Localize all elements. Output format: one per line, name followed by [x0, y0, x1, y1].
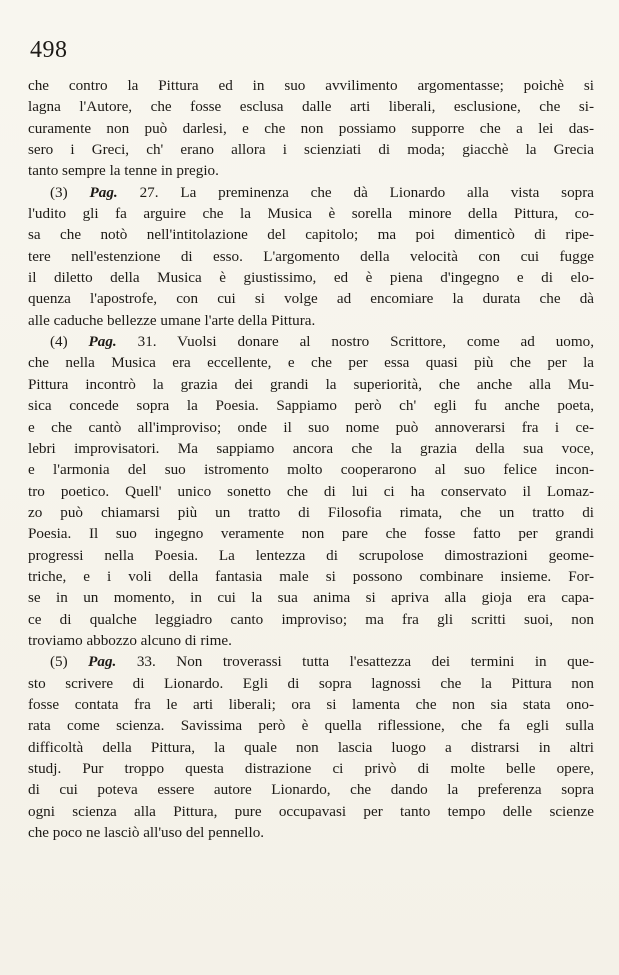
- paragraph-continued: [28, 75, 594, 182]
- text-line: lagna l'Autore, che fosse esclusa dalle arti liberali, esclusione, che si-: [28, 98, 594, 116]
- text-line: Poesia. Il suo ingegno veramente non pare che fosse fatto per grandi: [28, 525, 594, 543]
- text-line: tere nell'estenzione di esso. L'argomento della velocità con cui fugge: [28, 247, 594, 265]
- note-reference: (5): [50, 653, 68, 671]
- text-line: il diletto della Musica è giustissimo, ed è piena d'ingegno e di elo-: [28, 269, 594, 287]
- note-paragraph-3: [28, 182, 594, 331]
- text-line: lebri improvisatori. Ma sappiamo ancora che la grazia della sua voce,: [28, 439, 594, 457]
- page-content: [28, 75, 594, 843]
- text-line: 33. Non troverassi tutta l'esattezza dei termini in que-: [136, 653, 594, 671]
- note-reference: (4): [50, 333, 68, 351]
- text-line: troviamo abbozzo alcuno di rime.: [28, 631, 232, 649]
- text-line: quenza l'apostrofe, con cui si volge ad encomiare la durata che dà: [28, 290, 594, 308]
- text-line: che nella Musica era eccellente, e che per essa quasi più che per la: [28, 354, 594, 372]
- page-reference-label: Pag.: [89, 183, 118, 201]
- text-line: difficoltà della Pittura, la quale non lascia luogo a distrarsi in altri: [28, 738, 594, 756]
- text-line: sa che notò nell'intitolazione del capitolo; ma poi dimenticò di ripe-: [28, 226, 594, 244]
- text-line: ce di qualche leggiadro canto improviso; ma fra gli scritti suoi, non: [28, 610, 594, 628]
- text-line: 31. Vuolsi donare al nostro Scrittore, come ad uomo,: [137, 333, 594, 351]
- note-paragraph-5: [28, 651, 594, 843]
- text-line: triche, e i voli della fantasia male si possono combinare insieme. For-: [28, 567, 594, 585]
- text-line: di cui poteva essere autore Lionardo, che dando la preferenza sopra: [28, 781, 594, 799]
- page-number: 498: [30, 37, 68, 63]
- text-line: studj. Pur troppo questa distrazione ci privò di molte belle opere,: [28, 760, 594, 777]
- text-line: sica concede sopra la Poesia. Sappiamo però ch' egli fu anche poeta,: [28, 397, 594, 415]
- text-line: tro poetico. Quell' unico sonetto che di lui ci ha conservato il Lomaz-: [28, 482, 594, 500]
- note-first-line: [28, 331, 594, 352]
- text-line: e l'armonia del suo istromento molto cooperarono al suo felice incon-: [28, 461, 594, 479]
- text-line: sto scrivere di Lionardo. Egli di sopra lagnossi che la Pittura non: [28, 674, 594, 692]
- note-first-line: [28, 182, 594, 203]
- note-reference: (3): [50, 183, 68, 201]
- text-line: e che cantò all'improviso; onde il suo nome può annoverarsi fra i ce-: [28, 418, 594, 436]
- text-line: se in un momento, in cui la sua anima si apriva alla gioja era capa-: [28, 589, 594, 607]
- text-line: ogni scienza alla Pittura, pure occupavasi per tanto tempo delle scienze: [28, 802, 594, 820]
- text-line: l'udito gli fa arguire che la Musica è sorella minore della Pittura, co-: [28, 205, 594, 223]
- text-line: tanto sempre la tenne in pregio.: [28, 162, 219, 180]
- text-line: progressi nella Poesia. La lentezza di scrupolose dimostrazioni geome-: [28, 546, 594, 564]
- text-line: che contro la Pittura ed in suo avvilimento argomentasse; poichè si: [28, 77, 594, 94]
- note-first-line: [28, 651, 594, 672]
- text-line: zo può chiamarsi più un tratto di Filosofia rimata, che un tratto di: [28, 503, 594, 521]
- text-line: alle caduche bellezze umane l'arte della Pittura.: [28, 311, 316, 329]
- text-line: rata come scienza. Savissima però è quella riflessione, che fa egli sulla: [28, 717, 594, 735]
- text-line: sero i Greci, ch' erano allora i scienziati di moda; giacchè la Grecia: [28, 141, 594, 159]
- note-paragraph-4: [28, 331, 594, 651]
- page-reference-label: Pag.: [88, 653, 117, 671]
- text-line: fosse contata fra le arti liberali; ora si lamenta che non sia stata ono-: [28, 695, 594, 713]
- text-line: che poco ne lasciò all'uso del pennello.: [28, 824, 265, 842]
- page-reference-label: Pag.: [88, 333, 117, 351]
- text-line: curamente non può darlesi, e che non possiamo supporre che a lei das-: [28, 119, 594, 137]
- text-line: Pittura incontrò la grazia dei grandi la superiorità, che anche alla Mu-: [28, 375, 594, 393]
- text-line: 27. La preminenza che dà Lionardo alla vista sopra: [139, 183, 594, 201]
